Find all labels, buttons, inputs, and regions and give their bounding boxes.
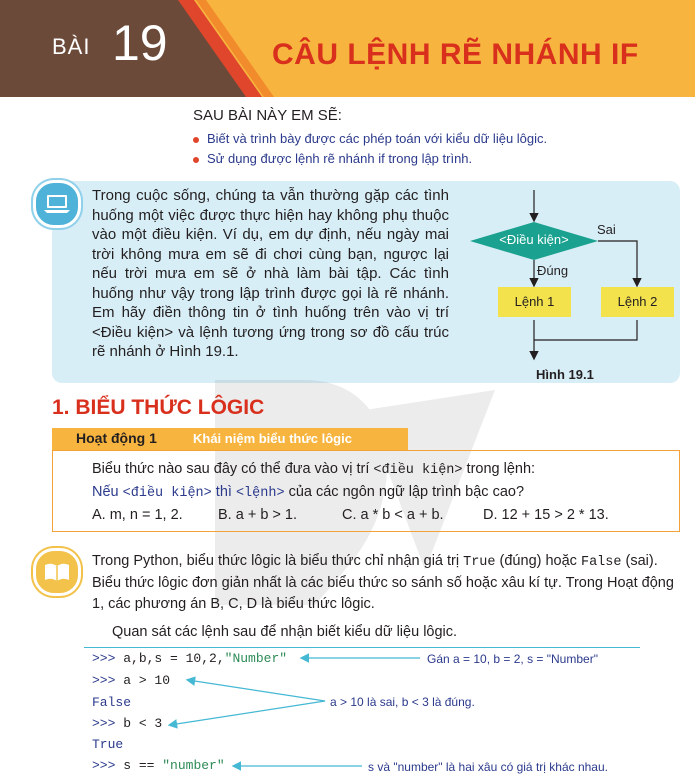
figure-caption: Hình 19.1: [536, 367, 594, 382]
python-text-2: (đúng) hoặc: [495, 553, 581, 569]
bullet-icon: [193, 157, 199, 163]
lesson-number: 19: [112, 15, 168, 71]
code-prompt: >>>: [92, 673, 116, 688]
condition-label: <Điều kiện>: [499, 232, 569, 247]
code-prompt: >>>: [92, 758, 116, 773]
annotation-note: Gán a = 10, b = 2, s = "Number": [427, 652, 598, 666]
code-prompt: >>>: [92, 716, 116, 731]
flowchart-connectors: [460, 190, 680, 370]
question-text-end: trong lệnh:: [462, 461, 536, 477]
syntax-statement: <lệnh>: [235, 486, 285, 501]
statement-2-box: Lệnh 2: [601, 287, 674, 317]
syntax-if: Nếu: [92, 484, 123, 500]
question-code: <điều kiện>: [373, 463, 463, 478]
code-text: s ==: [123, 758, 163, 773]
syntax-then: thì: [211, 484, 236, 500]
option-a: A. m, n = 1, 2.: [92, 507, 183, 523]
code-string: "number": [162, 758, 225, 773]
syntax-condition: <điều kiện>: [122, 486, 212, 501]
intro-paragraph: Trong cuộc sống, chúng ta vẫn thường gặp các tình huống một việc được thực hiện hay không phụ thuộc vào một điều kiện. Ví dụ, em dự định, nếu ngày mai trời không mưa em sẽ đi chơi cùng bạn, ngược lại nếu trời mưa em sẽ ở nhà làm bài tập. Các tình huống như vậy trong lập trình được gọi là rẽ nhánh. Em hãy điền thông tin ở tình huống trên vào vị trí <Điều kiện> và lệnh tương ứng trong sơ đồ cấu trúc rẽ nhánh ở Hình 19.1.: [92, 187, 449, 360]
question-text: Biểu thức nào sau đây có thể đưa vào vị trí: [92, 461, 374, 477]
activity-question: [92, 461, 535, 478]
false-branch-label: Sai: [597, 222, 616, 237]
code-output: True: [92, 737, 124, 752]
false-keyword: False: [580, 555, 622, 570]
objective-text: Biết và trình bày được các phép toán với kiểu dữ liệu lôgic.: [207, 131, 548, 146]
code-text: a > 10: [123, 673, 171, 688]
code-prompt: >>>: [92, 651, 116, 666]
code-text: b < 3: [123, 716, 163, 731]
python-text-3: (sai). Biểu thức lôgic đơn giản nhất là các biểu thức so sánh số hoặc xâu kí tự. Trong Hoạt động 1, các phương án B, C, D là biểu thức lôgic.: [92, 553, 674, 612]
code-output: False: [92, 695, 132, 710]
lesson-word: BÀI: [52, 34, 91, 59]
annotation-note: a > 10 là sai, b < 3 là đúng.: [330, 695, 475, 709]
syntax-text-end: của các ngôn ngữ lập trình bậc cao?: [284, 484, 525, 500]
bullet-icon: [193, 137, 199, 143]
lesson-title: CÂU LỆNH RẼ NHÁNH IF: [272, 38, 639, 71]
activity-name: Hoạt động 1: [76, 430, 157, 446]
laptop-icon: [33, 180, 81, 228]
true-keyword: True: [463, 555, 496, 570]
option-c: C. a * b < a + b.: [342, 507, 444, 523]
objective-item: [193, 131, 547, 146]
python-paragraph: [92, 551, 682, 615]
true-branch-label: Đúng: [537, 263, 569, 278]
annotation-note: s và "number" là hai xâu có giá trị khác nhau.: [368, 760, 608, 774]
code-text: a,b,s = 10,2,: [123, 651, 225, 666]
objective-text: Sử dụng được lệnh rẽ nhánh if trong lập trình.: [207, 151, 473, 166]
section-title: 1. BIỂU THỨC LÔGIC: [52, 396, 265, 419]
code-string: "Number": [224, 651, 288, 666]
objectives-heading: SAU BÀI NÀY EM SẼ:: [193, 107, 342, 124]
option-b: B. a + b > 1.: [218, 507, 297, 523]
activity-description: Khái niệm biểu thức lôgic: [193, 431, 352, 446]
python-text: Trong Python, biểu thức lôgic là biểu thức chỉ nhận giá trị: [92, 553, 464, 569]
book-icon: [33, 548, 81, 596]
statement-1-box: Lệnh 1: [498, 287, 571, 317]
observe-instruction: Quan sát các lệnh sau để nhận biết kiểu dữ liệu lôgic.: [112, 624, 458, 640]
objective-item: [193, 151, 472, 166]
option-d: D. 12 + 15 > 2 * 13.: [483, 507, 609, 523]
activity-syntax: [92, 484, 524, 501]
